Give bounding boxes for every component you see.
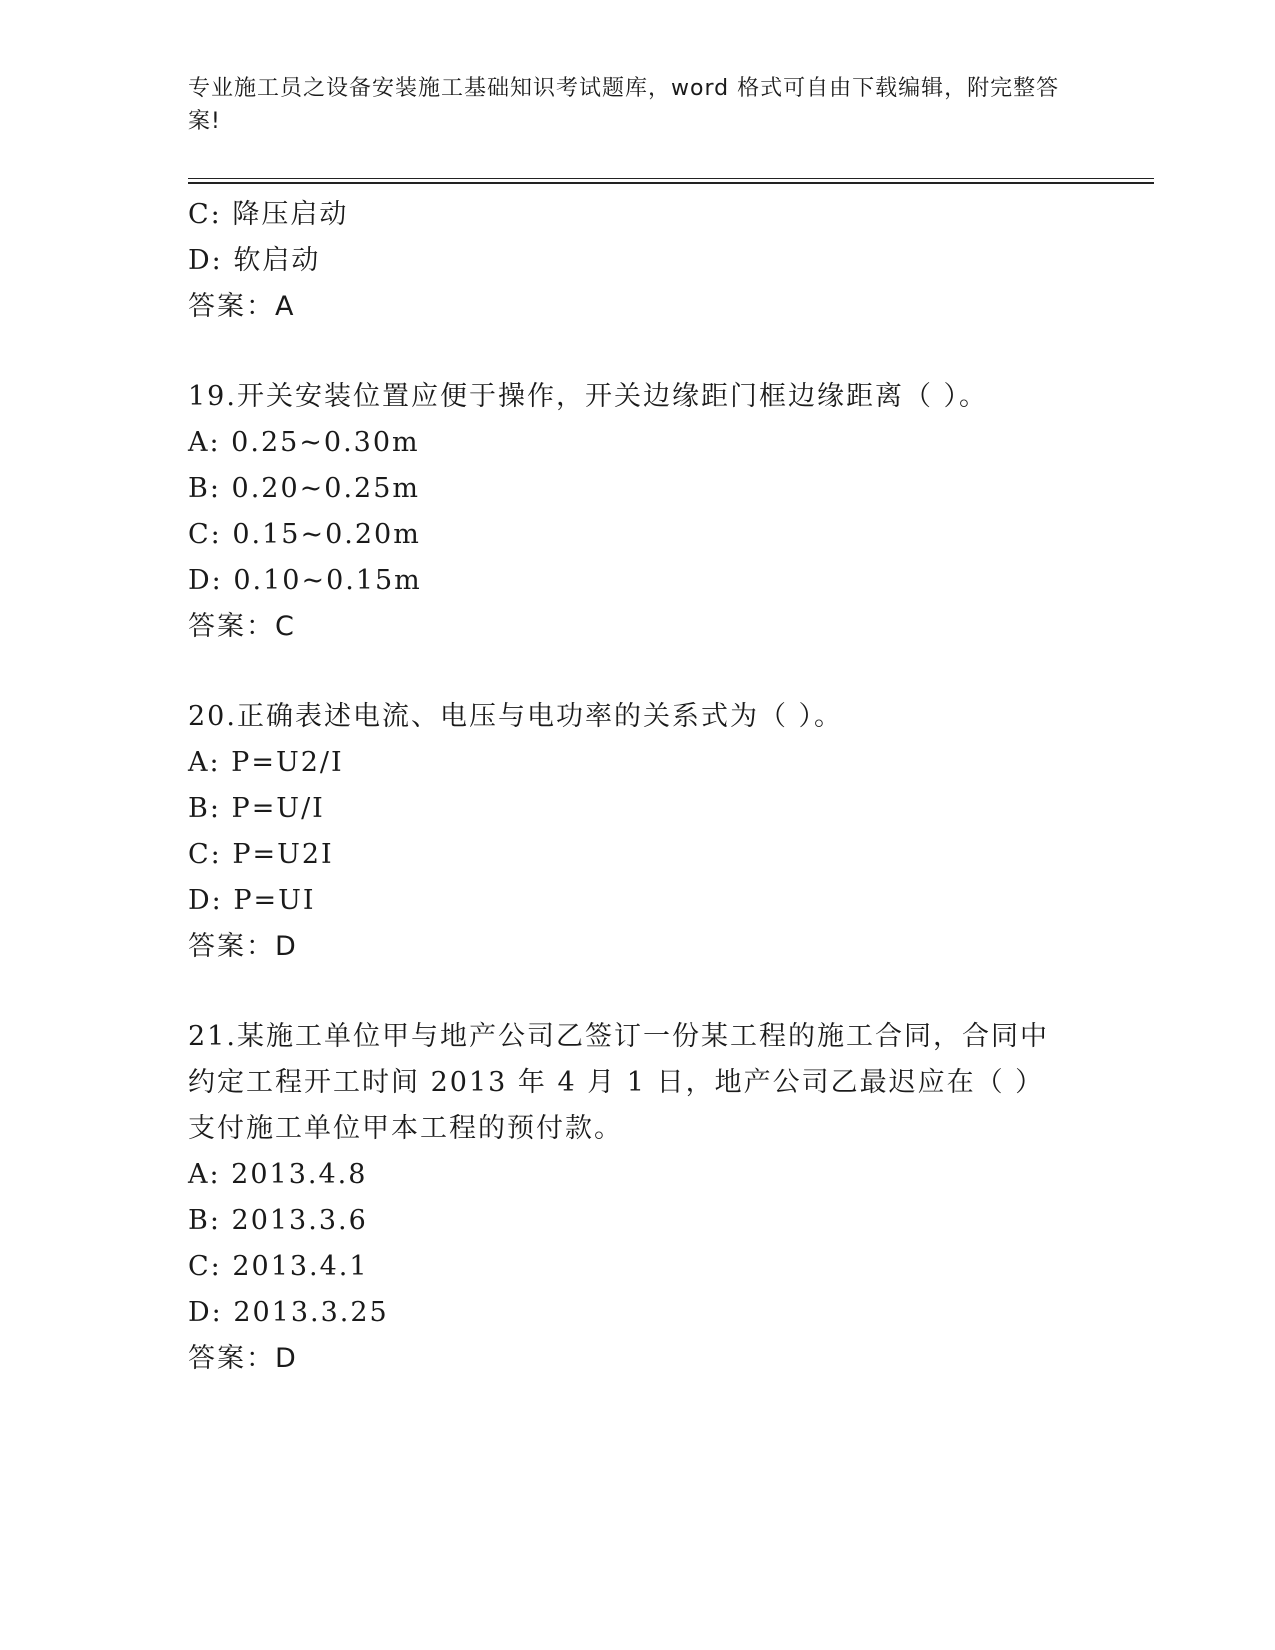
document-body	[188, 192, 1088, 1382]
option-b: B: P=U/I	[188, 793, 325, 824]
question-stem: 20.正确表述电流、电压与电功率的关系式为（ ）。	[188, 701, 844, 732]
question-stem: 21.某施工单位甲与地产公司乙签订一份某工程的施工合同，合同中约定工程开工时间 2013 年 4 月 1 日，地产公司乙最迟应在（ ）支付施工单位甲本工程的预付款。	[188, 1021, 1049, 1144]
document-header: 专业施工员之设备安装施工基础知识考试题库，word 格式可自由下载编辑，附完整答案!	[188, 76, 1060, 134]
option-a: A: 0.25~0.30m	[188, 427, 420, 458]
option-a: A: P=U2/I	[188, 747, 344, 778]
option-c: C: P=U2I	[188, 839, 334, 870]
option-d: D: 0.10~0.15m	[188, 565, 422, 596]
option-c: C: 2013.4.1	[188, 1251, 369, 1282]
option-b: B: 0.20~0.25m	[188, 473, 420, 504]
question-20	[188, 694, 1088, 970]
answer-line: 答案：D	[188, 931, 298, 962]
question-stem: 19.开关安装位置应便于操作，开关边缘距门框边缘距离（ ）。	[188, 381, 989, 412]
question-19	[188, 374, 1088, 650]
option-d: D: 软启动	[188, 245, 321, 276]
header-rule-thick	[188, 182, 1154, 184]
option-d: D: P=UI	[188, 885, 316, 916]
option-b: B: 2013.3.6	[188, 1205, 368, 1236]
option-d: D: 2013.3.25	[188, 1297, 389, 1328]
option-c: C: 0.15~0.20m	[188, 519, 421, 550]
answer-line: 答案：A	[188, 291, 296, 322]
answer-line: 答案：D	[188, 1343, 298, 1374]
option-c: C: 降压启动	[188, 199, 349, 230]
answer-line: 答案：C	[188, 611, 296, 642]
header-rule-thin	[188, 178, 1154, 179]
option-a: A: 2013.4.8	[188, 1159, 368, 1190]
question-21	[188, 1014, 1088, 1382]
